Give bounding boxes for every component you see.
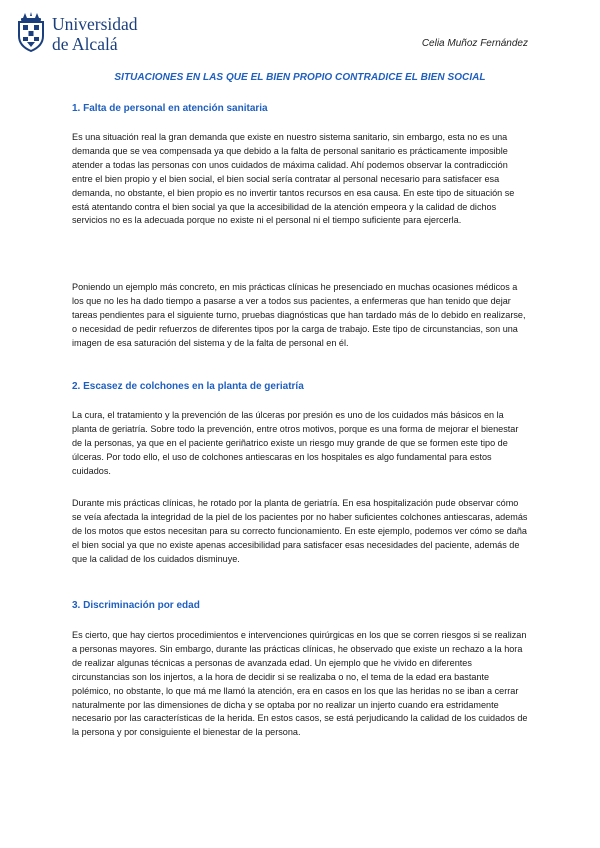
university-name: [52, 14, 138, 54]
author-name: Celia Muñoz Fernández: [421, 38, 528, 49]
section-3-paragraph-1: Es cierto, que hay ciertos procedimientos e intervenciones quirúrgicas en los que se corren riesgos si se realizan a personas mayores. Sin embargo, durante las prácticas clínicas, he observado que existe un rechazo a la hora de realizar algunas técnicas a personas de avanzada edad. Un ejemplo que he vivido en diferentes circunstancias son los injertos, a la hora de decidir si se realizaba o no, el tema de la edad era bastante polémico, no obstante, lo que má me llamó la atención, era en casos en los que las heridas no se iban a cerrar naturalmente por las dimensiones de dicha y se optaba por no realizar un injerto cuando era estridamente necesario por las características de la herida. En estos casos, se está perjudicando la calidad de los cuidados de la persona y por consiguiente el bienestar de la persona.: [72, 630, 528, 738]
document-title: SITUACIONES EN LAS QUE EL BIEN PROPIO CONTRADICE EL BIEN SOCIAL: [114, 72, 486, 83]
section-heading-2: 2. Escasez de colchones en la planta de geriatría: [72, 381, 304, 392]
section-2-paragraph-2: Durante mis prácticas clínicas, he rotado por la planta de geriatría. En esa hospitalización pude observar cómo se veía afectada la integridad de la piel de los pacientes por no haber suficientes colchones antiescaras, además de los motos que estos necesitan para su correcto funcionamiento. En este ejemplo, podemos ver cómo se daña el bien social ya que no existe apenas accesibilidad para satisfacer esas necesidades del paciente, además de que la calidad de los cuidados disminuye.: [72, 498, 528, 564]
university-logo: [14, 12, 144, 56]
section-2-paragraph-1: La cura, el tratamiento y la prevención de las úlceras por presión es uno de los cuidados más básicos en la planta de geriatría. Sobre todo la prevención, entre otros motivos, porque es una forma de mejorar el bienestar de la personas, ya que en el paciente geriñatrico existe un riesgo muy grande de que se formen este tipo de úlceras. Por todo ello, el uso de colchones antiescaras en los hospitales es algo fundamental para estos cuidados.: [72, 410, 519, 476]
university-crest-icon: [14, 12, 48, 52]
section-1-paragraph-2: Poniendo un ejemplo más concreto, en mis prácticas clínicas he presenciado en muchas ocasiones médicos a los que no les ha dado tiempo a pasarse a ver a todos sus pacientes, a enfermeras que han tenido que dejar tareas pendientes para el siguiente turno, pruebas diagnósticas que han tardado más de lo debido en realizarse, o necesidad de pedir refuerzos de diferentes tipos por la carga de trabajo. Este tipo de circunstancias, son una imagen de esa saturación del sistema y de la falta de personal en él.: [72, 282, 526, 348]
logo-line-1: Universidad: [52, 14, 138, 34]
section-heading-3: 3. Discriminación por edad: [72, 600, 200, 611]
section-1-paragraph-1: Es una situación real la gran demanda que existe en nuestro sistema sanitario, sin embargo, esta no es una demanda que se vea compensada ya que debido a la falta de personal sanitario es prácticamente imposible atender a todas las personas con unos cuidados de máxima calidad. Ahí podemos observar la contradicción entre el bien propio y el bien social, el bien social sería contratar al personal necesario para satisfacer esa demanda, no obstante, el bien propio es no invertir tantos recursos en esa causa. En este tipo de situación se está atentando contra el bien social ya que la accesibilidad de la atención empeora y la calidad de dichos servicios no es la adecuada porque no existe ni el personal ni el tiempo suficiente para ejercerla.: [72, 132, 515, 226]
logo-line-2: de Alcalá: [52, 34, 118, 54]
section-heading-1: 1. Falta de personal en atención sanitaria: [72, 103, 268, 114]
